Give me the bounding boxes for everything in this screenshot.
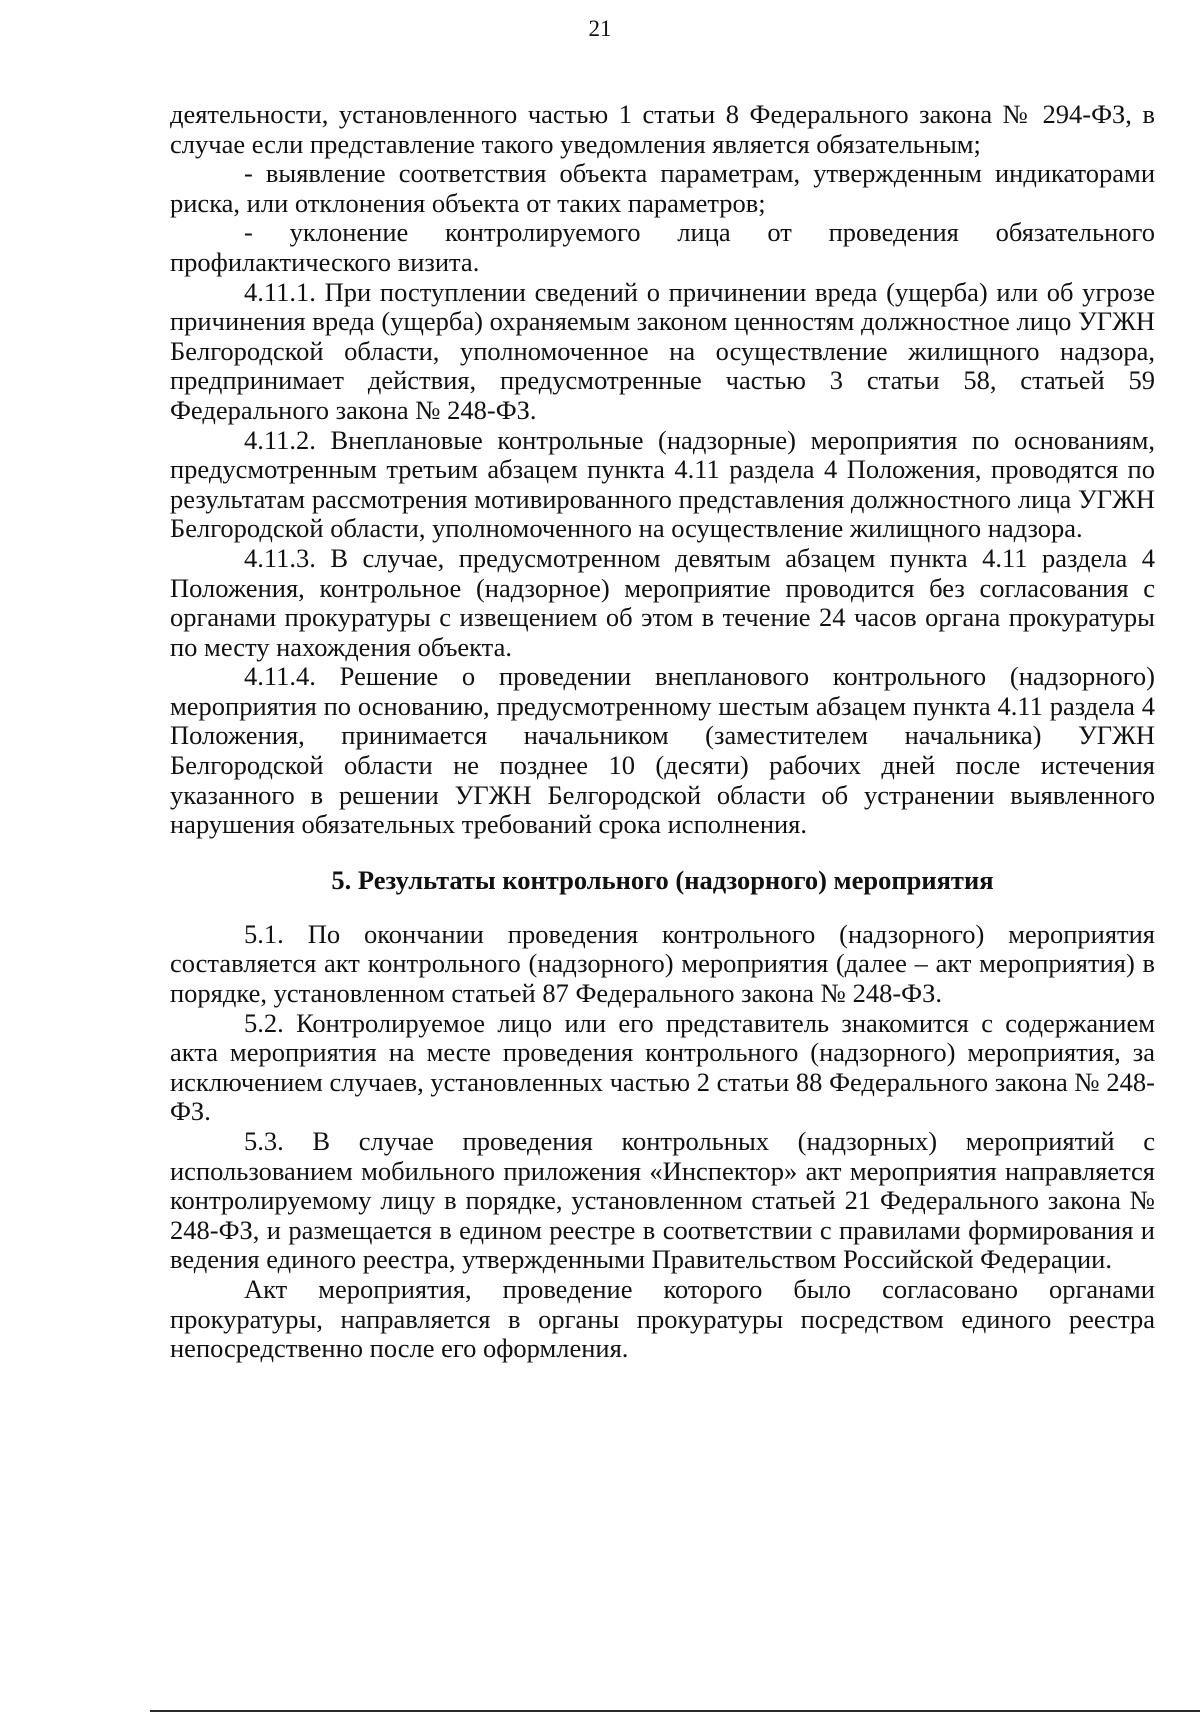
clause-4-11-3: 4.11.3. В случае, предусмотренном девятым абзацем пункта 4.11 раздела 4 Положения, контрольное (надзорное) мероприятие проводится без согласования с органами прокуратуры с извещением об этом в течение 24 часов органа прокуратуры по месту нахождения объекта. — [170, 542, 1155, 662]
paragraph-continuation: деятельности, установленного частью 1 статьи 8 Федерального закона № 294-ФЗ, в случае если представление такого уведомления является обязательным; — [170, 99, 1155, 159]
clause-5-3: 5.3. В случае проведения контрольных (надзорных) мероприятий с использованием мобильного приложения «Инспектор» акт мероприятия направляется контролируемому лицу в порядке, установленном статьей 21 Федерального закона № 248-ФЗ, и размещается в едином реестре в соответствии с правилами формирования и ведения единого реестра, утвержденными Правительством Российской Федерации. — [170, 1126, 1155, 1275]
paragraph-act-prosecutor: Акт мероприятия, проведение которого было согласовано органами прокуратуры, направляется в органы прокуратуры посредством единого реестра непосредственно после его оформления. — [170, 1273, 1155, 1364]
list-item-visit-evasion: - уклонение контролируемого лица от проведения обязательного профилактического визита. — [170, 217, 1155, 277]
clause-4-11-4: 4.11.4. Решение о проведении внепланового контрольного (надзорного) мероприятия по основанию, предусмотренному шестым абзацем пункта 4.11 раздела 4 Положения, принимается начальником (заместителем начальника) УГЖН Белгородской области не позднее 10 (десяти) рабочих дней после истечения указанного в решении УГЖН Белгородской области об устранении выявленного нарушения обязательных требований срока исполнения. — [170, 661, 1155, 840]
page-number: 21 — [588, 16, 612, 41]
clause-4-11-2: 4.11.2. Внеплановые контрольные (надзорные) мероприятия по основаниям, предусмотренным третьим абзацем пункта 4.11 раздела 4 Положения, проводятся по результатам рассмотрения мотивированного представления должностного лица УГЖН Белгородской области, уполномоченного на осуществление жилищного надзора. — [170, 424, 1155, 544]
section-heading: 5. Результаты контрольного (надзорного) мероприятия — [331, 864, 994, 895]
clause-5-1: 5.1. По окончании проведения контрольного (надзорного) мероприятия составляется акт контрольного (надзорного) мероприятия (далее – акт мероприятия) в порядке, установленном статьей 87 Федерального закона № 248-ФЗ. — [170, 918, 1155, 1009]
clause-4-11-1: 4.11.1. При поступлении сведений о причинении вреда (ущерба) или об угрозе причинения вреда (ущерба) охраняемым законом ценностям должностное лицо УГЖН Белгородской области, уполномоченное на осуществление жилищного надзора, предпринимает действия, предусмотренные частью 3 статьи 58, статьей 59 Федерального закона № 248-ФЗ. — [170, 276, 1155, 425]
scan-page-edge — [150, 1710, 1200, 1712]
clause-5-2: 5.2. Контролируемое лицо или его представитель знакомится с содержанием акта мероприятия на месте проведения контрольного (надзорного) мероприятия, за исключением случаев, установленных частью 2 статьи 88 Федерального закона № 248-ФЗ. — [170, 1007, 1155, 1127]
list-item-risk-indicators: - выявление соответствия объекта параметрам, утвержденным индикаторами риска, или отклонения объекта от таких параметров; — [170, 158, 1155, 218]
document-body — [170, 100, 1155, 1364]
